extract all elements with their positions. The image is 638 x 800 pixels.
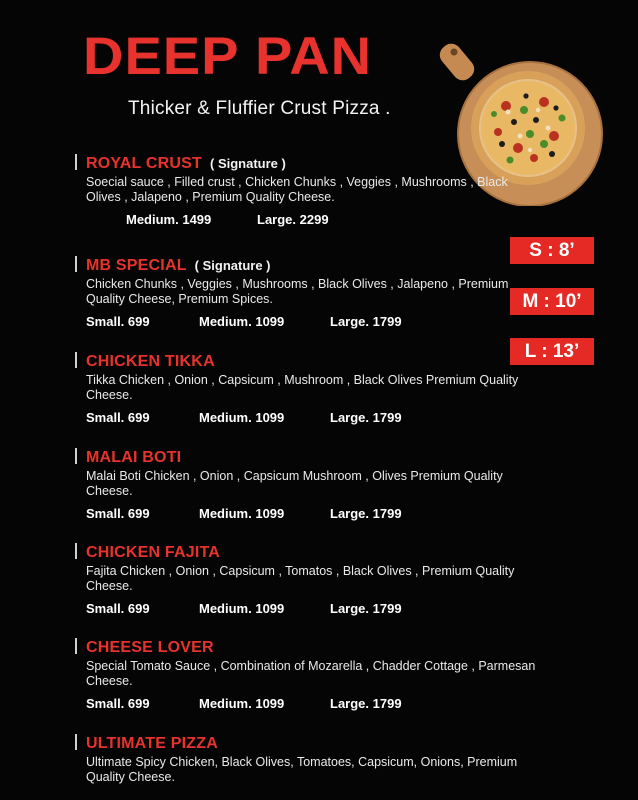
- price-medium: Medium. 1499: [126, 212, 212, 227]
- price-medium: Medium. 1099: [199, 696, 285, 711]
- menu-item-chicken-fajita: [75, 543, 545, 619]
- item-description: Tikka Chicken , Onion , Capsicum , Mushroom , Black Olives Premium Quality Cheese.: [86, 373, 519, 402]
- menu-item-royal-crust: [75, 154, 545, 230]
- item-description: Ultimate Spicy Chicken, Black Olives, Tomatoes, Capsicum, Onions, Premium Quality Cheese.: [86, 755, 518, 784]
- menu-item-chicken-tikka: [75, 352, 545, 428]
- price-small: Small. 699: [86, 506, 150, 521]
- price-large: Large. 1799: [330, 506, 402, 521]
- price-large: Large. 1799: [330, 314, 402, 329]
- menu-item-mb-special: [75, 256, 545, 332]
- item-description: Special Tomato Sauce , Combination of Mozarella , Chadder Cottage , Parmesan Cheese.: [86, 659, 536, 688]
- size-badge-large: L : 13’: [510, 338, 594, 365]
- item-name: CHEESE LOVER: [86, 639, 214, 656]
- item-name: ULTIMATE PIZZA: [86, 735, 218, 752]
- price-large: Large. 1799: [330, 696, 402, 711]
- price-medium: Medium. 1099: [199, 314, 285, 329]
- price-row: [75, 212, 545, 230]
- item-tag: ( Signature ): [194, 258, 271, 273]
- item-tag: ( Signature ): [210, 156, 286, 171]
- size-badge-small: S : 8’: [510, 237, 594, 264]
- menu-item-cheese-lover: [75, 638, 545, 714]
- price-medium: Medium. 1099: [199, 410, 285, 425]
- page-subtitle: Thicker & Fluffier Crust Pizza .: [128, 98, 391, 119]
- price-medium: Medium. 1099: [199, 601, 285, 616]
- page-title: DEEP PAN: [83, 25, 373, 86]
- price-row: [75, 696, 545, 714]
- price-small: Small. 699: [86, 410, 150, 425]
- menu-item-malai-boti: [75, 448, 545, 524]
- item-description: Soecial sauce , Filled crust , Chicken Chunks , Veggies , Mushrooms , Black Olives , Jalapeno , Premium Quality Cheese.: [86, 175, 508, 204]
- price-medium: Medium. 1099: [199, 506, 285, 521]
- item-name: MALAI BOTI: [86, 449, 182, 466]
- price-large: Large. 2299: [257, 212, 329, 227]
- price-row: [75, 601, 545, 619]
- price-small: Small. 699: [86, 601, 150, 616]
- price-row: [75, 506, 545, 524]
- price-row: [75, 410, 545, 428]
- price-small: Small. 699: [86, 696, 150, 711]
- item-name: ROYAL CRUST: [86, 155, 202, 172]
- item-description: Malai Boti Chicken , Onion , Capsicum Mushroom , Olives Premium Quality Cheese.: [86, 469, 503, 498]
- size-badge-medium: M : 10’: [510, 288, 594, 315]
- price-row: [75, 314, 545, 332]
- item-name: CHICKEN TIKKA: [86, 353, 215, 370]
- price-large: Large. 1799: [330, 410, 402, 425]
- menu-item-ultimate-pizza: [75, 734, 545, 785]
- item-name: MB SPECIAL: [86, 257, 187, 274]
- item-name: CHICKEN FAJITA: [86, 544, 221, 561]
- price-small: Small. 699: [86, 314, 150, 329]
- item-description: Fajita Chicken , Onion , Capsicum , Tomatos , Black Olives , Premium Quality Cheese.: [86, 564, 515, 593]
- price-large: Large. 1799: [330, 601, 402, 616]
- item-description: Chicken Chunks , Veggies , Mushrooms , Black Olives , Jalapeno , Premium Quality Cheese, Premium Spices.: [86, 277, 509, 306]
